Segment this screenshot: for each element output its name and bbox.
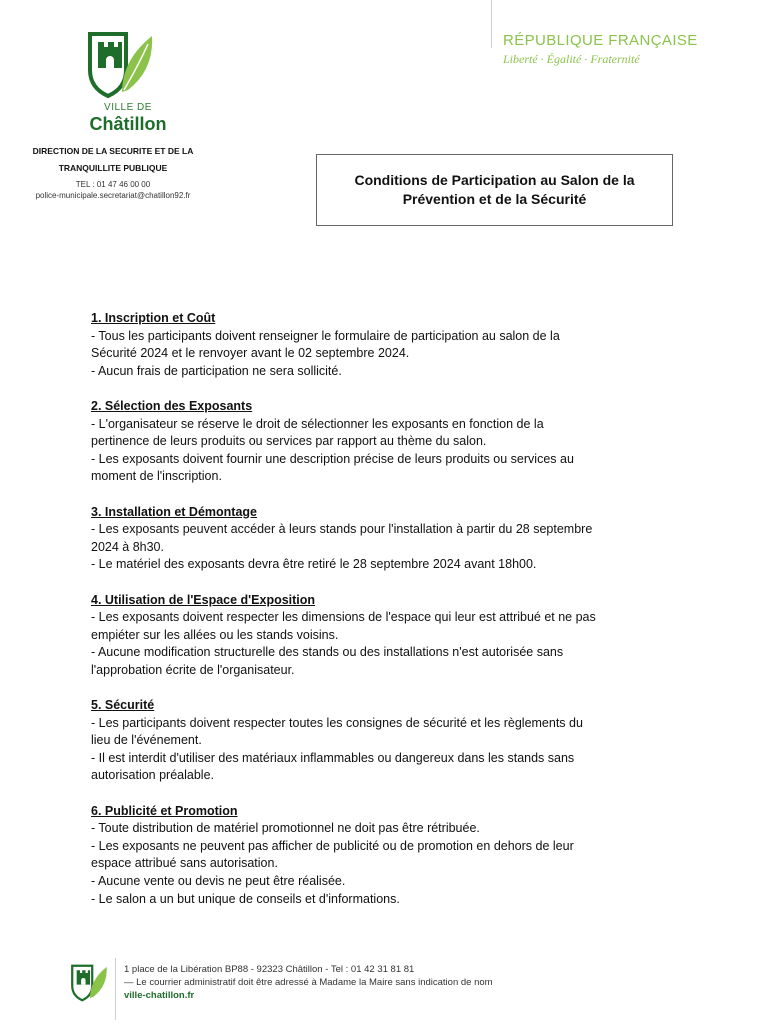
section-selection bbox=[91, 398, 681, 486]
section-inscription bbox=[91, 310, 681, 380]
direction-line-1: DIRECTION DE LA SECURITE ET DE LA bbox=[32, 146, 194, 156]
section-line: pertinence de leurs produits ou services par rapport au thème du salon. bbox=[91, 434, 487, 449]
document-title-box bbox=[316, 154, 673, 226]
footer-website-link[interactable]: ville-chatillon.fr bbox=[124, 990, 195, 1001]
section-line: - Les exposants peuvent accéder à leurs stands pour l'installation à partir du 28 septembre bbox=[91, 522, 593, 537]
section-heading: 2. Sélection des Exposants bbox=[91, 398, 253, 413]
section-line: - Aucun frais de participation ne sera sollicité. bbox=[91, 363, 342, 378]
section-publicite bbox=[91, 803, 681, 909]
section-line: - Le salon a un but unique de conseils et d'informations. bbox=[91, 891, 400, 906]
logo-ville-de: VILLE DE bbox=[104, 102, 152, 113]
city-logo bbox=[78, 30, 178, 135]
section-line: espace attribué sans autorisation. bbox=[91, 856, 278, 871]
section-line: l'approbation écrite de l'organisateur. bbox=[91, 662, 295, 677]
section-heading: 4. Utilisation de l'Espace d'Exposition bbox=[91, 592, 316, 607]
title-line-1: Conditions de Participation au Salon de la bbox=[354, 172, 635, 188]
section-line: moment de l'inscription. bbox=[91, 469, 222, 484]
section-line: - Tous les participants doivent renseigner le formulaire de participation au salon de la bbox=[91, 328, 560, 343]
document-title bbox=[330, 171, 660, 209]
castle-leaf-icon bbox=[86, 30, 158, 100]
section-line: lieu de l'événement. bbox=[91, 733, 202, 748]
republique-francaise: RÉPUBLIQUE FRANÇAISE bbox=[503, 32, 698, 49]
section-line: - Les exposants ne peuvent pas afficher de publicité ou de promotion en dehors de leur bbox=[91, 838, 574, 853]
direction-line-2: TRANQUILLITE PUBLIQUE bbox=[58, 163, 168, 173]
section-line: 2024 à 8h30. bbox=[91, 539, 164, 554]
contact-email: police-municipale.secretariat@chatillon92.fr bbox=[35, 191, 191, 200]
republic-motto: Liberté · Égalité · Fraternité bbox=[503, 52, 640, 66]
section-line: Sécurité 2024 et le renvoyer avant le 02 septembre 2024. bbox=[91, 346, 410, 361]
section-heading: 1. Inscription et Coût bbox=[91, 311, 216, 325]
gov-divider bbox=[491, 0, 492, 48]
section-line: - Les participants doivent respecter toutes les consignes de sécurité et les règlements du bbox=[91, 715, 583, 730]
footer-divider bbox=[115, 958, 116, 1020]
section-line: autorisation préalable. bbox=[91, 768, 214, 783]
footer-logo-icon bbox=[70, 963, 110, 1003]
section-espace bbox=[91, 592, 681, 680]
section-heading: 6. Publicité et Promotion bbox=[91, 803, 238, 818]
section-line: - Toute distribution de matériel promotionnel ne doit pas être rétribuée. bbox=[91, 821, 480, 836]
section-line: - Il est interdit d'utiliser des matériaux inflammables ou dangereux dans les stands sans bbox=[91, 750, 575, 765]
section-securite bbox=[91, 697, 681, 785]
section-line: empiéter sur les allées ou les stands voisins. bbox=[91, 627, 339, 642]
section-heading: 3. Installation et Démontage bbox=[91, 504, 258, 519]
section-line: - Les exposants doivent fournir une description précise de leurs produits ou services au bbox=[91, 451, 574, 466]
conditions-content bbox=[91, 310, 681, 926]
section-line: - Le matériel des exposants devra être retiré le 28 septembre 2024 avant 18h00. bbox=[91, 557, 537, 572]
section-line: - Les exposants doivent respecter les dimensions de l'espace qui leur est attribué et ne pas bbox=[91, 610, 596, 625]
footer-note: — Le courrier administratif doit être adressé à Madame la Maire sans indication de nom bbox=[124, 977, 493, 988]
footer-address: 1 place de la Libération BP88 - 92323 Châtillon - Tel : 01 42 31 81 81 bbox=[124, 964, 415, 975]
section-line: - Aucune vente ou devis ne peut être réalisée. bbox=[91, 874, 346, 888]
logo-city-name: Châtillon bbox=[89, 114, 167, 134]
contact-phone: TEL : 01 47 46 00 00 bbox=[75, 180, 151, 189]
section-installation bbox=[91, 504, 681, 574]
section-line: - L'organisateur se réserve le droit de sélectionner les exposants en fonction de la bbox=[91, 416, 544, 431]
title-line-2: Prévention et de la Sécurité bbox=[402, 191, 587, 207]
section-heading: 5. Sécurité bbox=[91, 698, 155, 713]
section-line: - Aucune modification structurelle des stands ou des installations n'est autorisée sans bbox=[91, 645, 564, 660]
